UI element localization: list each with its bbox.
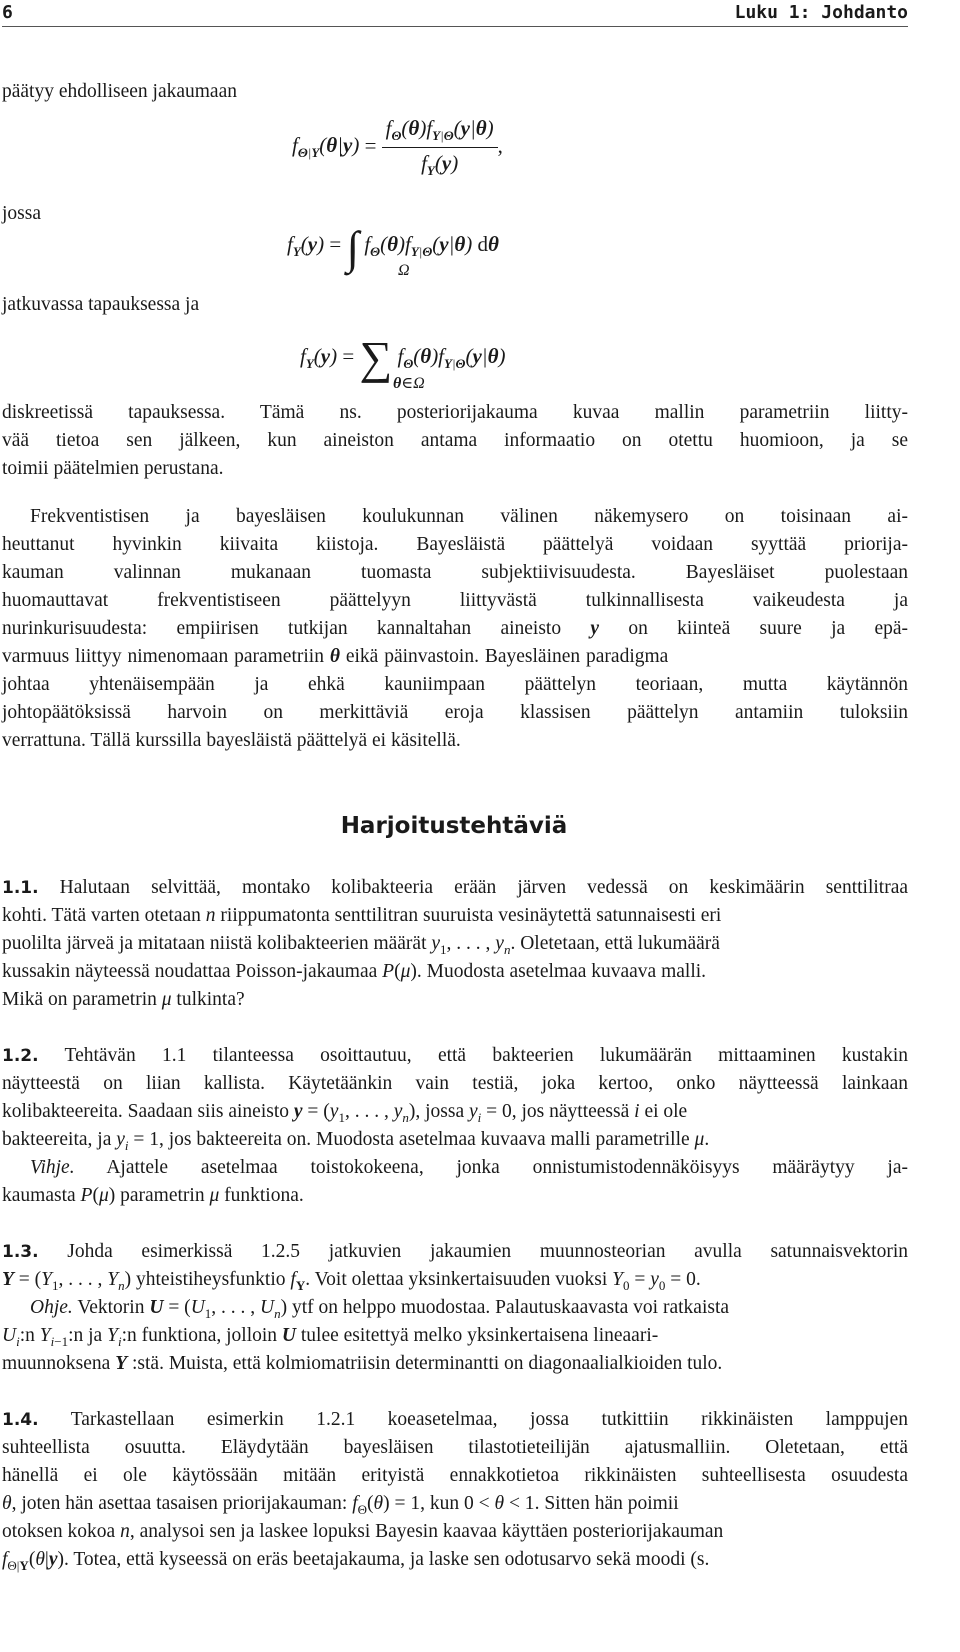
ex2-line-2: näytteestä on liian kallista. Käytetäänkin vain testiä, joka kertoo, onko näytteessä lainkaan bbox=[2, 1073, 908, 1094]
equation-marginal-continuous: $f_Y(y)$ = ∫ $f_\Theta(\theta)f_{Y|\Theta}(y|\theta)$ dθ bbox=[287, 222, 499, 273]
ex2-line-4: bakteereita, ja $y_i = 1$, jos bakteereita on. Muodosta asetelmaa kuvaava malli parametrille μ. bbox=[2, 1129, 710, 1153]
para1-line-1: diskreetissä tapauksessa. Tämä ns. posteriorijakauma kuvaa mallin parametriin liitty- bbox=[2, 402, 908, 423]
ex1-line-2: kohti. Tätä varten otetaan n riippumatonta senttilitran suuruista vesinäytettä satunnaisesti eri bbox=[2, 905, 722, 926]
para2-line-8: johtopäätöksissä harvoin on merkittäviä eroja klassisen päättelyn antamiin tuloksiin bbox=[2, 702, 908, 723]
ex3-line-4: $U_i:n$ $Y_{i-1}:n$ ja $Y_i:n$ funktiona, jolloin U tulee esitettyä melko yksinkertaisena lineaari- bbox=[2, 1325, 659, 1349]
ex1-line-3: puolilta järveä ja mitataan niistä kolibakteerien määrät $y_1$, . . . , $y_n$. Oletetaan, että lukumäärä bbox=[2, 933, 720, 957]
ex3-line-3: Ohje. Vektorin $U = (U_1$, . . . , $U_n$) ytf on helppo muodostaa. Palautuskaavasta voi ratkaista bbox=[30, 1297, 730, 1321]
sum-limit: θ∈Ω bbox=[393, 375, 425, 392]
running-header bbox=[2, 0, 908, 27]
ex3-line-2: $Y = (Y_1$, . . . , $Y_n$) yhteistiheysfunktio $f_Y$. Voit olettaa yksinkertaisuuden vuoksi $Y_0 = y_0 = 0$. bbox=[2, 1269, 701, 1293]
ex2-line-1: 1.2. Tehtävän 1.1 tilanteessa osoittautuu, että bakteerien lukumäärän mittaaminen kustakin bbox=[2, 1045, 908, 1066]
ex1-line-1: 1.1. Halutaan selvittää, montako kolibakteeria erään järven vedessä on keskimäärin senttilitraa bbox=[2, 877, 909, 898]
para1-line-3: toimii päätelmien perustana. bbox=[2, 458, 224, 479]
ex4-line-2: suhteellista osuutta. Eläydytään bayesläisen tilastotieteilijän ajatusmalliin. Oletetaan, että bbox=[2, 1437, 908, 1458]
ex4-line-3: hänellä ei ole käytössään mitään erityistä ennakkotietoa rikkinäisten suhteellisesta osuudesta bbox=[2, 1465, 908, 1486]
para2-line-7: johtaa yhtenäisempään ja ehkä kauniimpaan päättelyn teoriaan, mutta käytännön bbox=[2, 674, 908, 695]
section-title: Harjoitustehtäviä bbox=[340, 813, 568, 839]
ex4-line-1: 1.4. Tarkastellaan esimerkin 1.2.1 koeasetelmaa, jossa tutkittiin rikkinäisten lamppujen bbox=[2, 1409, 908, 1430]
para2-line-2: heuttanut hyvinkin kiivaita kiistoja. Bayesläistä päättelyä voidaan syyttää priorija- bbox=[2, 534, 908, 555]
chapter-title: Luku 1: Johdanto bbox=[734, 2, 908, 23]
para2-line-9: verrattuna. Tällä kurssilla bayesläistä päättelyä ei käsitellä. bbox=[2, 730, 461, 751]
ex2-line-3: kolibakteereita. Saadaan siis aineisto $y = (y_1$, . . . , $y_n$), jossa $y_i = 0$, jos näytteessä i ei ole bbox=[2, 1101, 688, 1125]
intro-line-1: päätyy ehdolliseen jakaumaan bbox=[2, 81, 237, 102]
para2-line-5: nurinkurisuudesta: empiirisen tutkijan kannaltahan aineisto y on kiinteä suure ja epä- bbox=[2, 618, 909, 639]
integral-limit: Ω bbox=[398, 262, 410, 279]
ex1-line-5: Mikä on parametrin μ tulkinta? bbox=[2, 989, 245, 1010]
ex2-line-6: kaumasta P(μ) parametrin μ funktiona. bbox=[2, 1185, 304, 1206]
ex2-line-5: Vihje. Ajattele asetelmaa toistokokeena, jonka onnistumistodennäköisyys määräytyy ja- bbox=[30, 1157, 908, 1178]
intro-line-3: jatkuvassa tapauksessa ja bbox=[2, 294, 200, 315]
equation-marginal-discrete: $f_Y(y)$ = ∑ $f_\Theta(\theta)f_{Y|\Theta}(y|\theta)$ bbox=[300, 332, 506, 383]
ex4-line-6: $f_{\Theta|Y}(\theta|y)$. Totea, että kyseessä on eräs beetajakauma, ja laske sen odotusarvo sekä moodi (s. bbox=[2, 1549, 710, 1573]
intro-line-2: jossa bbox=[2, 203, 41, 224]
ex3-line-5: muunnoksena Y :stä. Muista, että kolmiomatriisin determinantti on diagonaalialkioiden tulo. bbox=[2, 1353, 723, 1374]
para2-line-3: kauman valinnan mukanaan tuomasta subjektiivisuudesta. Bayesläiset puolestaan bbox=[2, 562, 908, 583]
ex3-line-1: 1.3. Johda esimerkissä 1.2.5 jatkuvien jakaumien muunnosteorian avulla satunnaisvektorin bbox=[2, 1241, 908, 1262]
page-number: 6 bbox=[2, 2, 13, 23]
para2-line-6: varmuus liittyy nimenomaan parametriin θ eikä päinvastoin. Bayesläinen paradigma bbox=[2, 646, 669, 667]
ex1-line-4: kussakin näyteessä noudattaa Poisson-jakaumaa P(μ). Muodosta asetelmaa kuvaava malli. bbox=[2, 961, 707, 982]
ex4-line-4: θ, joten hän asettaa tasaisen priorijakauman: $f_\Theta(\theta) = 1$, kun 0 < θ < 1. Sitten hän poimii bbox=[2, 1493, 679, 1517]
ex4-line-5: otoksen kokoa n, analysoi sen ja laskee lopuksi Bayesin kaavaa käyttäen posteriorijakauman bbox=[2, 1521, 724, 1542]
para2-line-4: huomauttavat frekventistiseen päättelyyn liittyvästä tulkinnallisesta vaikeudesta ja bbox=[2, 590, 908, 611]
para2-line-1: Frekventistisen ja bayesläisen koulukunnan välinen näkemysero on toisinaan ai- bbox=[30, 506, 908, 527]
equation-posterior: $f_{\Theta|Y}(\theta|y)$ = $\frac{f_\Theta(\theta)f_{Y|\Theta}(y|\theta)}{f_Y(y)}$ , bbox=[292, 116, 503, 178]
para1-line-2: vää tietoa sen jälkeen, kun aineiston antama informaatio on otettu huomioon, ja se bbox=[2, 430, 908, 451]
